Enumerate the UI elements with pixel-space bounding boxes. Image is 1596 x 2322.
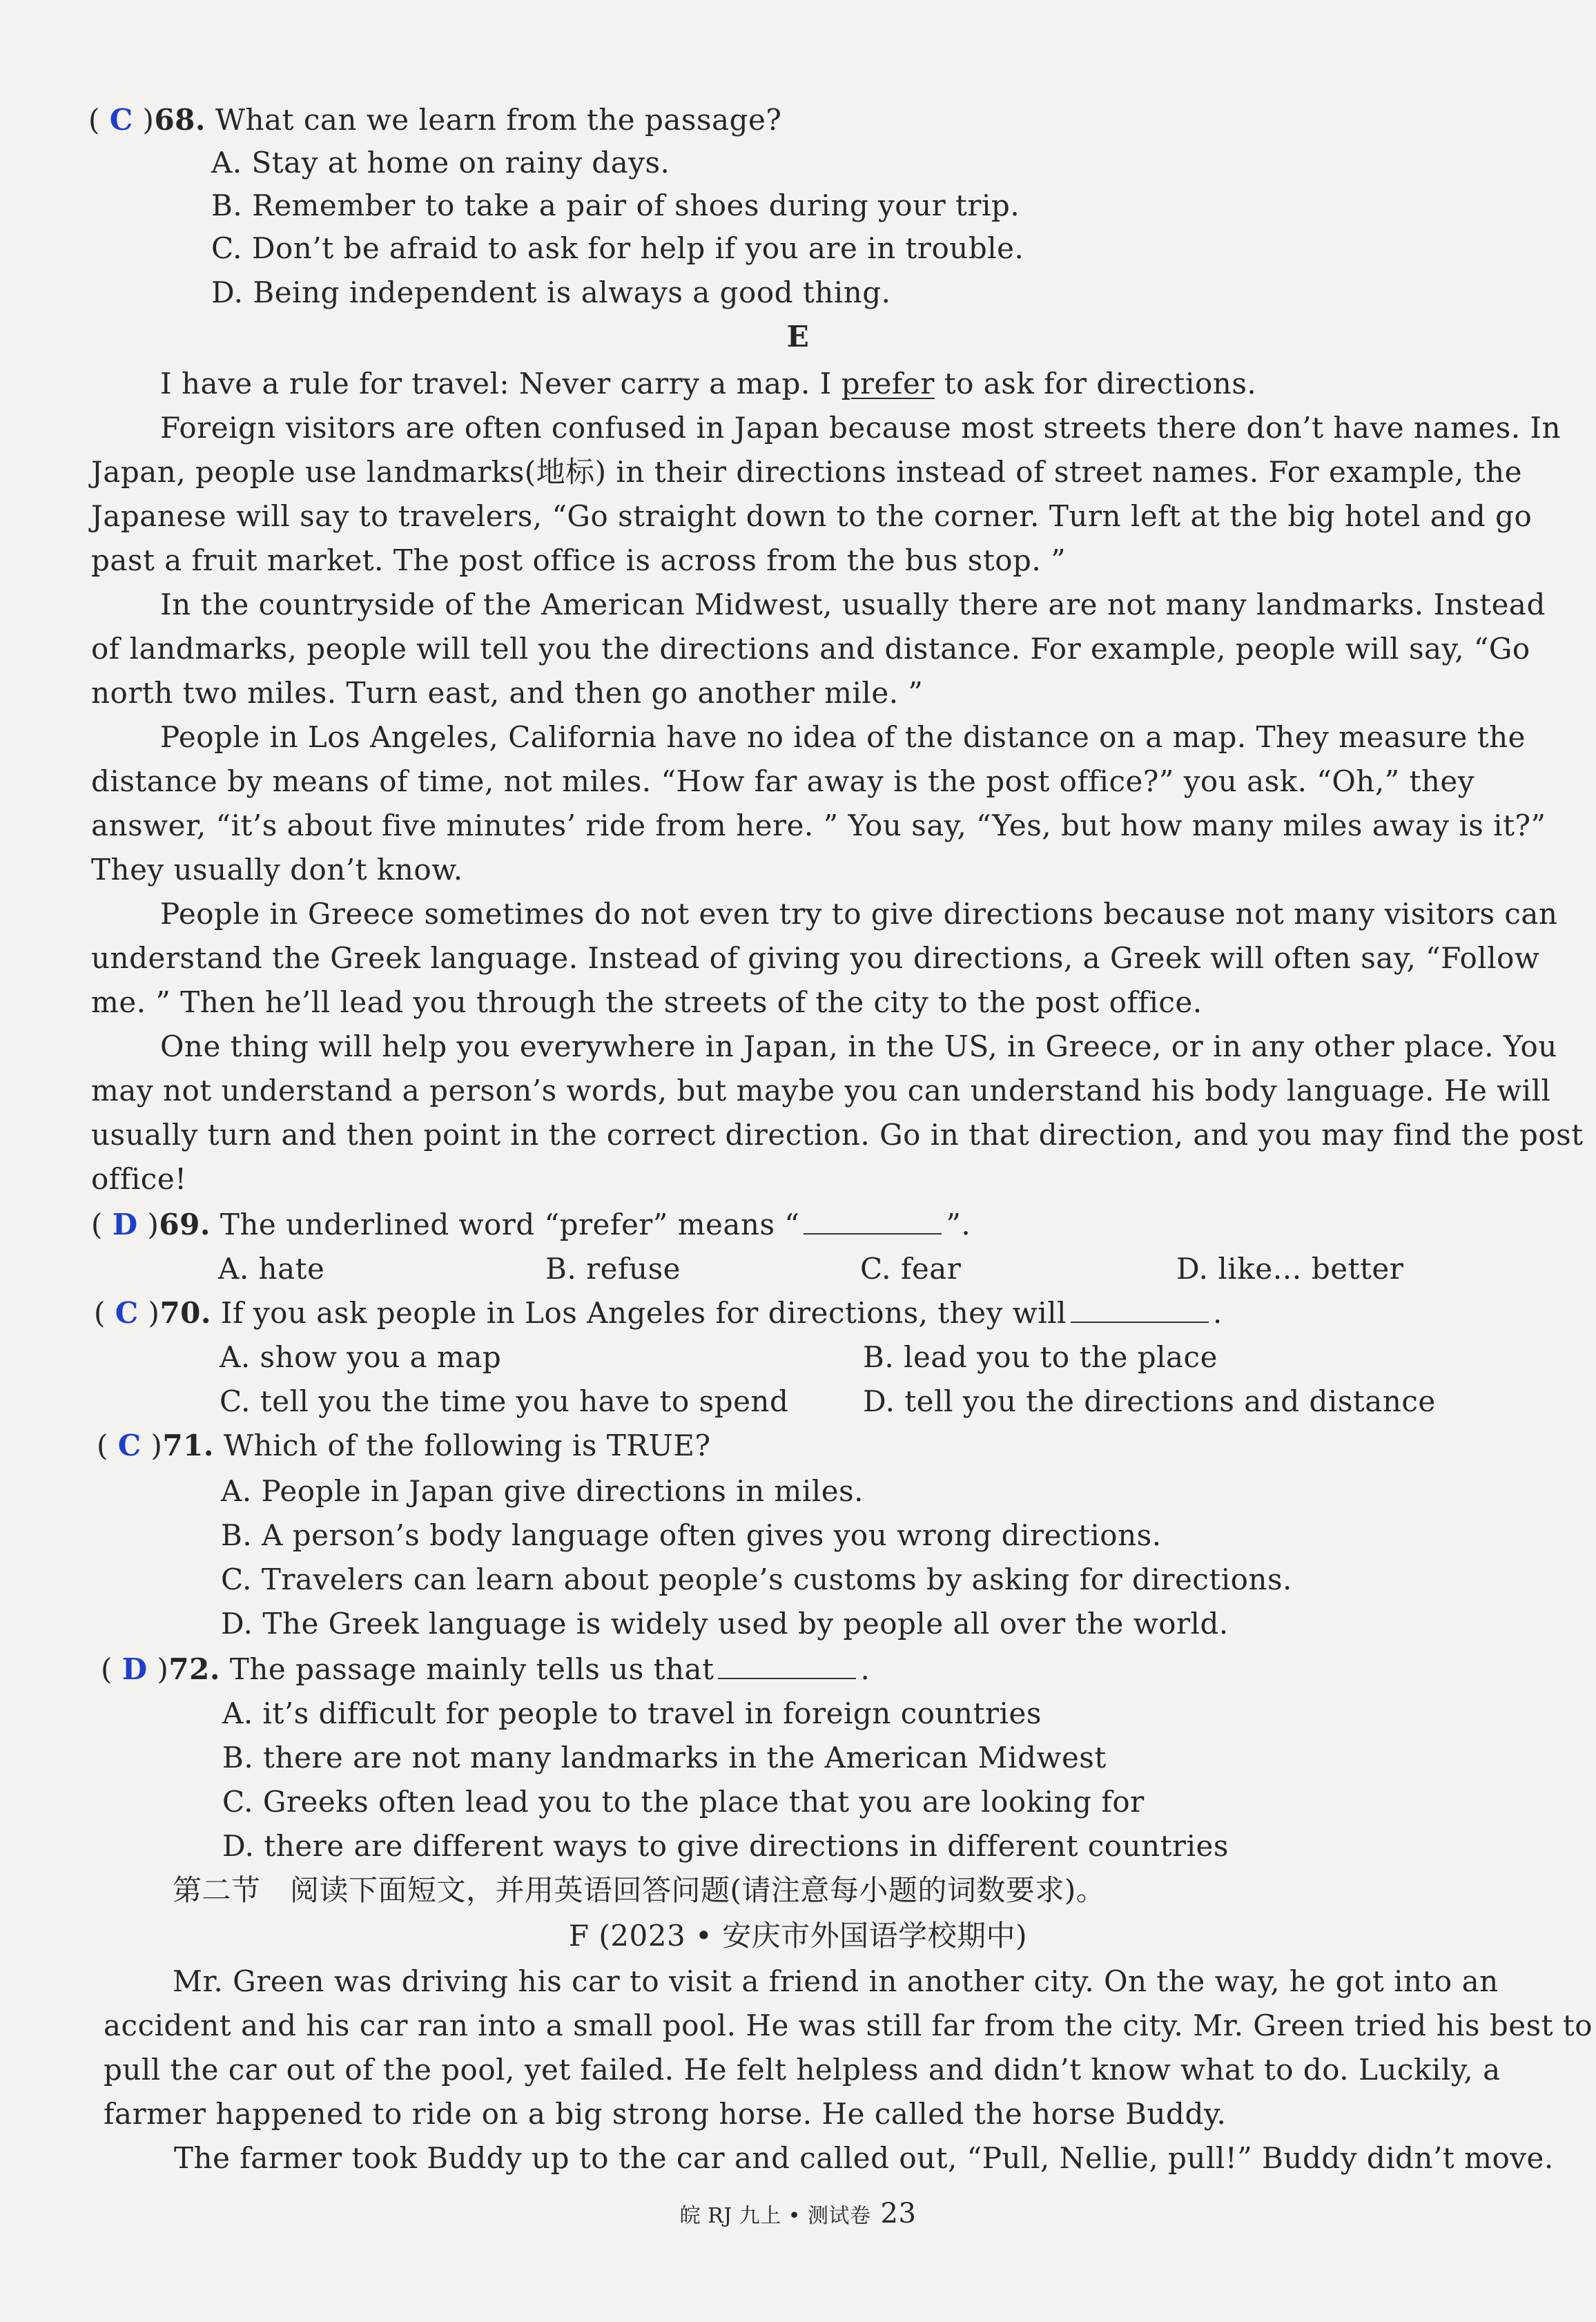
- passage-e-line: distance by means of time, not miles. “How far away is the post office?” you ask. “Oh,” they: [91, 764, 1475, 798]
- option-b: B. lead you to the place: [863, 1340, 1218, 1374]
- passage-e-line: may not understand a person’s words, but maybe you can understand his body language. He will: [91, 1074, 1551, 1107]
- passage-f-line: pull the car out of the pool, yet failed. He felt helpless and didn’t know what to do. Luckily, a: [104, 2053, 1501, 2087]
- option-b: B. there are not many landmarks in the American Midwest: [222, 1741, 1107, 1774]
- answer-68: C: [109, 103, 133, 137]
- passage-f-line: Mr. Green was driving his car to visit a friend in another city. On the way, he got into an: [173, 1964, 1499, 1998]
- question-stem: What can we learn from the passage?: [215, 103, 782, 137]
- option-d: D. tell you the directions and distance: [863, 1384, 1436, 1418]
- option-d: D. The Greek language is widely used by people all over the world.: [221, 1607, 1229, 1641]
- section-title: 第二节 阅读下面短文，并用英语回答问题(请注意每小题的词数要求)。: [173, 1873, 1106, 1907]
- passage-e-line: I have a rule for travel: Never carry a map. I prefer to ask for directions.: [160, 367, 1257, 400]
- question-70: ( C )70. If you ask people in Los Angeles for directions, they will .: [94, 1296, 1223, 1330]
- option-a: A. Stay at home on rainy days.: [211, 146, 670, 180]
- passage-f-line: farmer happened to ride on a big strong horse. He called the horse Buddy.: [104, 2097, 1227, 2131]
- option-a: A. hate: [218, 1252, 325, 1286]
- passage-e-line: of landmarks, people will tell you the directions and distance. For example, people will say, “Go: [91, 632, 1530, 666]
- page-number: 23: [880, 2198, 917, 2229]
- passage-e-line: People in Los Angeles, California have no idea of the distance on a map. They measure the: [160, 720, 1526, 754]
- option-b: B. refuse: [545, 1252, 681, 1286]
- option-c: C. Travelers can learn about people’s customs by asking for directions.: [221, 1562, 1292, 1596]
- passage-e-line: office!: [91, 1162, 187, 1196]
- option-a: A. show you a map: [220, 1340, 502, 1374]
- answer-blank: [804, 1208, 942, 1235]
- option-b: B. Remember to take a pair of shoes during your trip.: [211, 188, 1020, 222]
- answer-72: D: [121, 1652, 148, 1686]
- passage-f-heading: F (2023 • 安庆市外国语学校期中): [568, 1919, 1028, 1953]
- passage-e-line: me. ” Then he’ll lead you through the streets of the city to the post office.: [91, 985, 1203, 1019]
- option-a: A. it’s difficult for people to travel in foreign countries: [222, 1696, 1042, 1730]
- answer-blank: [1071, 1297, 1209, 1323]
- option-d: D. Being independent is always a good thing.: [211, 275, 891, 309]
- passage-e-line: People in Greece sometimes do not even try to give directions because not many visitors can: [160, 897, 1558, 931]
- option-d: D. there are different ways to give directions in different countries: [222, 1829, 1229, 1863]
- answer-70: C: [115, 1296, 139, 1330]
- passage-e-line: Foreign visitors are often confused in Japan because most streets there don’t have names. In: [160, 411, 1561, 445]
- passage-f-line: The farmer took Buddy up to the car and called out, “Pull, Nellie, pull!” Buddy didn’t move.: [174, 2141, 1554, 2175]
- answer-71: C: [117, 1429, 142, 1462]
- page-footer: [0, 2196, 1596, 2234]
- option-a: A. People in Japan give directions in miles.: [221, 1474, 864, 1508]
- underlined-word: prefer: [841, 367, 935, 400]
- passage-e-line: They usually don’t know.: [91, 853, 463, 887]
- passage-e-line: understand the Greek language. Instead of giving you directions, a Greek will often say, “Follow: [91, 941, 1540, 975]
- passage-e-line: Japanese will say to travelers, “Go straight down to the corner. Turn left at the big hotel and go: [91, 499, 1532, 533]
- question-68: ( C )68. What can we learn from the passage?: [88, 103, 782, 137]
- question-number: 68: [154, 103, 195, 137]
- option-c: C. Don’t be afraid to ask for help if you are in trouble.: [211, 231, 1024, 265]
- passage-e-line: past a fruit market. The post office is across from the bus stop. ”: [91, 543, 1067, 577]
- option-c: C. Greeks often lead you to the place that you are looking for: [222, 1785, 1145, 1819]
- option-b: B. A person’s body language often gives you wrong directions.: [221, 1518, 1162, 1552]
- option-c: C. tell you the time you have to spend: [220, 1384, 789, 1418]
- footer-label: 皖 RJ 九上 • 测试卷: [679, 2204, 871, 2228]
- passage-e-line: In the countryside of the American Midwest, usually there are not many landmarks. Instead: [160, 588, 1546, 621]
- answer-blank: [718, 1653, 856, 1679]
- passage-e-line: north two miles. Turn east, and then go another mile. ”: [91, 676, 924, 710]
- question-69: ( D )69. The underlined word “prefer” means “ ”.: [91, 1208, 971, 1241]
- question-71: ( C )71. Which of the following is TRUE?: [97, 1429, 711, 1462]
- answer-69: D: [112, 1208, 138, 1241]
- passage-e-heading: E: [786, 320, 810, 354]
- passage-f-line: accident and his car ran into a small pool. He was still far from the city. Mr. Green tried his best to: [104, 2009, 1593, 2042]
- option-c: C. fear: [860, 1252, 962, 1286]
- passage-e-line: One thing will help you everywhere in Japan, in the US, in Greece, or in any other place. You: [160, 1029, 1557, 1063]
- passage-e-line: usually turn and then point in the correct direction. Go in that direction, and you may find the post: [91, 1118, 1584, 1152]
- passage-e-line: Japan, people use landmarks(地标) in their directions instead of street names. For example, the: [91, 455, 1523, 489]
- option-d: D. like… better: [1176, 1252, 1404, 1286]
- question-72: ( D )72. The passage mainly tells us that .: [101, 1652, 870, 1686]
- passage-e-line: answer, “it’s about five minutes’ ride from here. ” You say, “Yes, but how many miles away is it?”: [91, 809, 1546, 842]
